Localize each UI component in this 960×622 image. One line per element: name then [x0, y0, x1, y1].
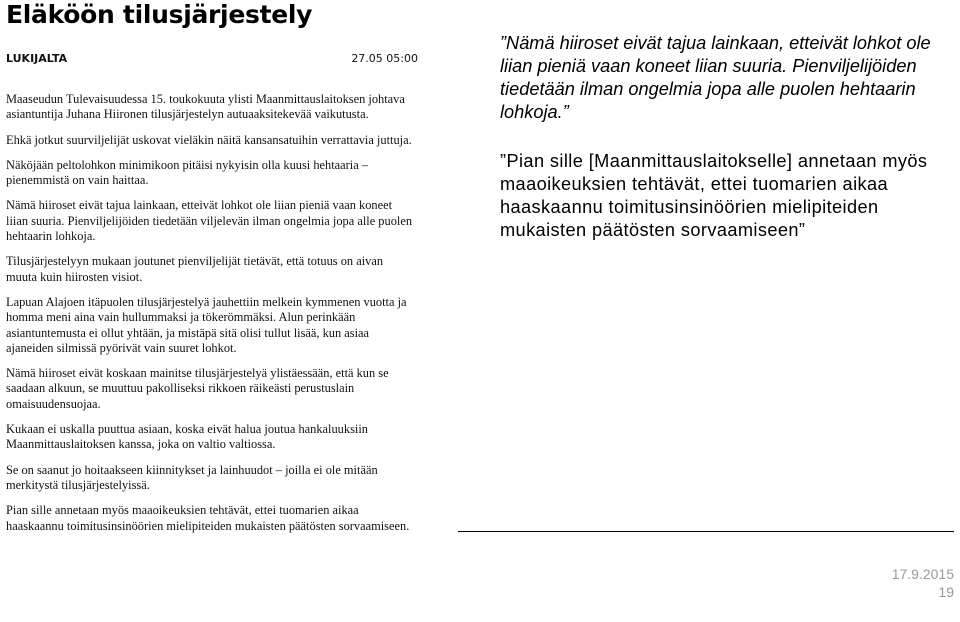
clipping-title: Eläköön tilusjärjestely	[6, 0, 313, 29]
clipping-time: 27.05 05:00	[351, 52, 418, 65]
footer-date: 17.9.2015	[891, 566, 954, 582]
page-number: 19	[938, 584, 954, 600]
newspaper-clipping	[0, 0, 440, 622]
clipping-paragraph: Nämä hiiroset eivät tajua lainkaan, etteivät lohkot ole liian pieniä vaan koneet liian suuria. Pienviljelijöiden tiedetään viljelevän ilman ongelmia jopa alle puolen hehtaarin lohkoja.	[6, 198, 413, 244]
clipping-paragraph: Lapuan Alajoen itäpuolen tilusjärjestelyä jauhettiin melkein kymmenen vuotta ja homma meni aina vain hullummaksi ja tökerömmäksi. Alun perinkään asiantuntemusta ei ollut yhtään, ja mistäpä sitä olisi tullut lisää, kun asiaa ajaneiden silmissä pyörivät vain suuret lohkot.	[6, 294, 407, 355]
clipping-paragraph: Maaseudun Tulevaisuudessa 15. toukokuuta ylisti Maanmittauslaitoksen johtava asiantuntija Juhana Hiironen tilusjärjestelyn autuaaksitekevää vaikutusta.	[6, 92, 405, 122]
clipping-paragraph: Nämä hiiroset eivät koskaan mainitse tilusjärjestelyä ylistäessään, että kun se saadaan alkuun, se muuttuu pakolliseksi rikkoen räikeästi perustuslain omaisuudensuojaa.	[6, 366, 389, 411]
pull-quote-2: ”Pian sille [Maanmittauslaitokselle] annetaan myös maaoikeuksien tehtävät, ettei tuomarien aikaa haaskaannu toimitusinsinöörien mielipiteiden mukaisten päätösten sorvaamiseen”	[500, 151, 928, 240]
clipping-paragraph: Pian sille annetaan myös maaoikeuksien tehtävät, ettei tuomarien aikaa haaskaannu toimitusinsinöörien mielipiteiden mukaisten päätösten sorvaamiseen.	[6, 503, 410, 533]
clipping-paragraph: Kukaan ei uskalla puuttua asiaan, koska eivät halua joutua hankaluuksiin Maanmittauslaitoksen kanssa, joka on valtio valtiossa.	[6, 422, 368, 452]
quote-panel	[500, 32, 952, 268]
clipping-section: LUKIJALTA	[6, 52, 68, 65]
clipping-body	[6, 92, 414, 544]
pull-quote-1: ”Nämä hiiroset eivät tajua lainkaan, etteivät lohkot ole liian pieniä vaan koneet liian suuria. Pienviljelijöiden tiedetään ilman ongelmia jopa alle puolen hehtaarin lohkoja.”	[500, 33, 931, 122]
clipping-paragraph: Ehkä jotkut suurviljelijät uskovat vieläkin näitä kansansatuihin verrattavia juttuja.	[6, 132, 412, 147]
footer-divider	[458, 531, 954, 532]
clipping-paragraph: Näköjään peltolohkon minimikoon pitäisi nykyisin olla kuusi hehtaaria – pienemmistä on vain haittaa.	[6, 157, 369, 188]
clipping-meta	[6, 52, 418, 66]
clipping-paragraph: Se on saanut jo hoitaakseen kiinnitykset ja lainhuudot – joilla ei ole mitään merkitystä tilusjärjestelyissä.	[6, 462, 378, 492]
clipping-paragraph: Tilusjärjestelyyn mukaan joutunet pienviljelijät tietävät, että totuus on aivan muuta kuin hiirosten visiot.	[6, 254, 384, 284]
